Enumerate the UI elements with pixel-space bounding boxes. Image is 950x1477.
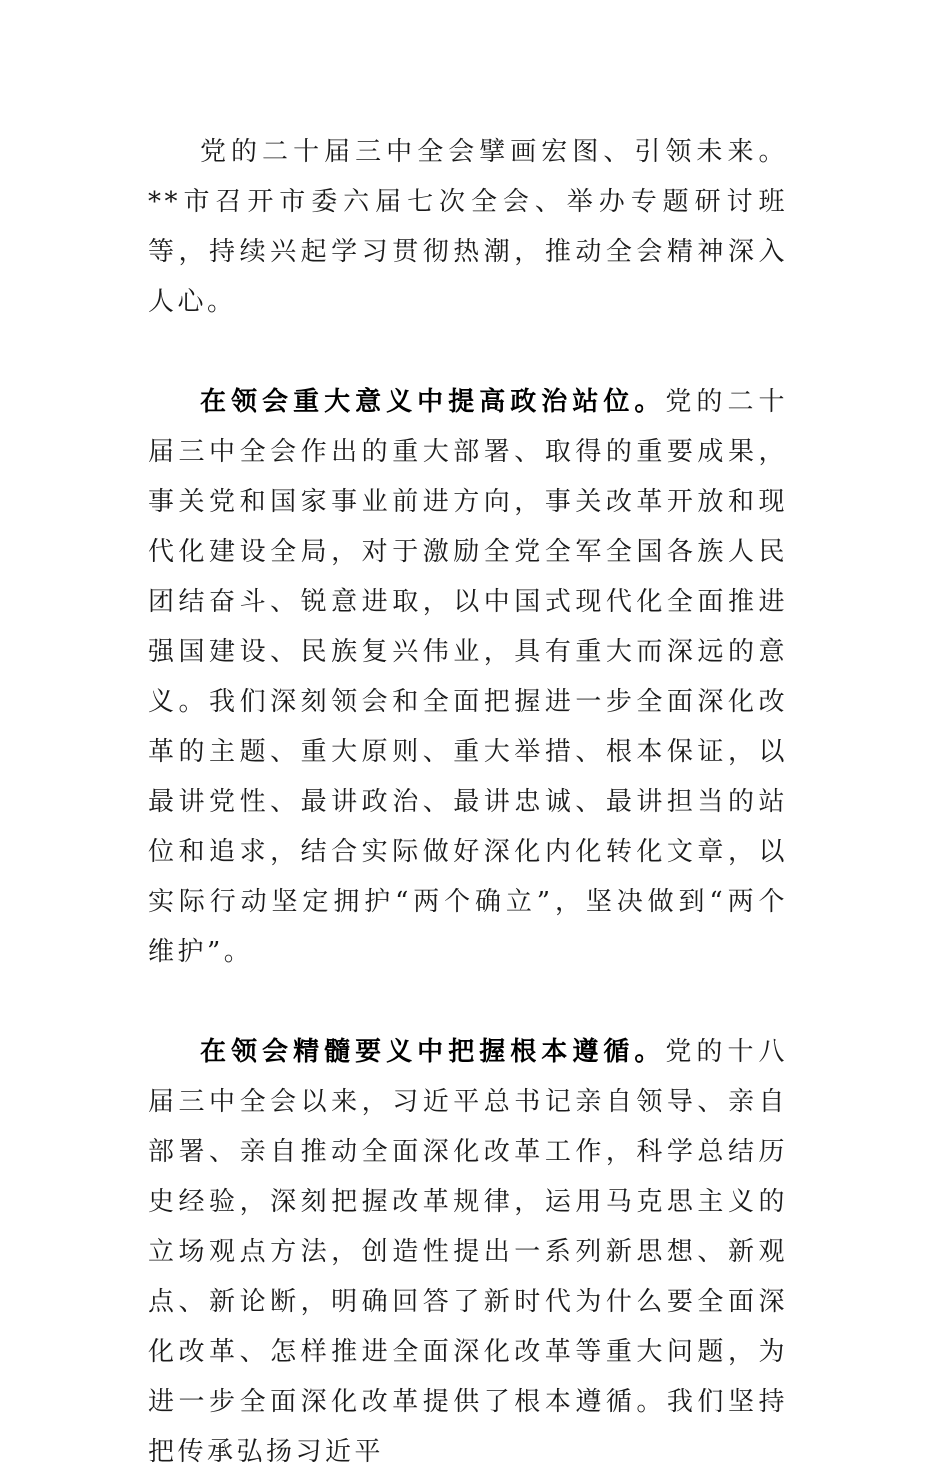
paragraph-text: 党的二十届三中全会擘画宏图、引领未来。**市召开市委六届七次全会、举办专题研讨班等，持续兴起学习贯彻热潮，推动全会精神深入人心。	[148, 137, 788, 317]
paragraph-text: 党的十八届三中全会以来，习近平总书记亲自领导、亲自部署、亲自推动全面深化改革工作，科学总结历史经验，深刻把握改革规律，运用马克思主义的立场观点方法，创造性提出一系列新思想、新观点、新论断，明确回答了新时代为什么要全面深化改革、怎样推进全面深化改革等重大问题，为进一步全面深化改革提供了根本遵循。我们坚持把传承弘扬习近平	[148, 1037, 788, 1467]
paragraph-text: 党的二十届三中全会作出的重大部署、取得的重要成果，事关党和国家事业前进方向，事关改革开放和现代化建设全局，对于激励全党全军全国各族人民团结奋斗、锐意进取，以中国式现代化全面推进强国建设、民族复兴伟业，具有重大而深远的意义。我们深刻领会和全面把握进一步全面深化改革的主题、重大原则、重大举措、根本保证，以最讲党性、最讲政治、最讲忠诚、最讲担当的站位和追求，结合实际做好深化内化转化文章，以实际行动坚定拥护“两个确立”，坚决做到“两个维护”。	[148, 387, 788, 967]
paragraph-intro	[148, 127, 788, 327]
paragraph-heading: 在领会重大意义中提高政治站位。	[200, 387, 666, 417]
paragraph-heading: 在领会精髓要义中把握根本遵循。	[200, 1037, 666, 1067]
document-body	[148, 127, 788, 1477]
paragraph-political-stance	[148, 377, 788, 977]
paragraph-fundamental-guidance	[148, 1027, 788, 1477]
